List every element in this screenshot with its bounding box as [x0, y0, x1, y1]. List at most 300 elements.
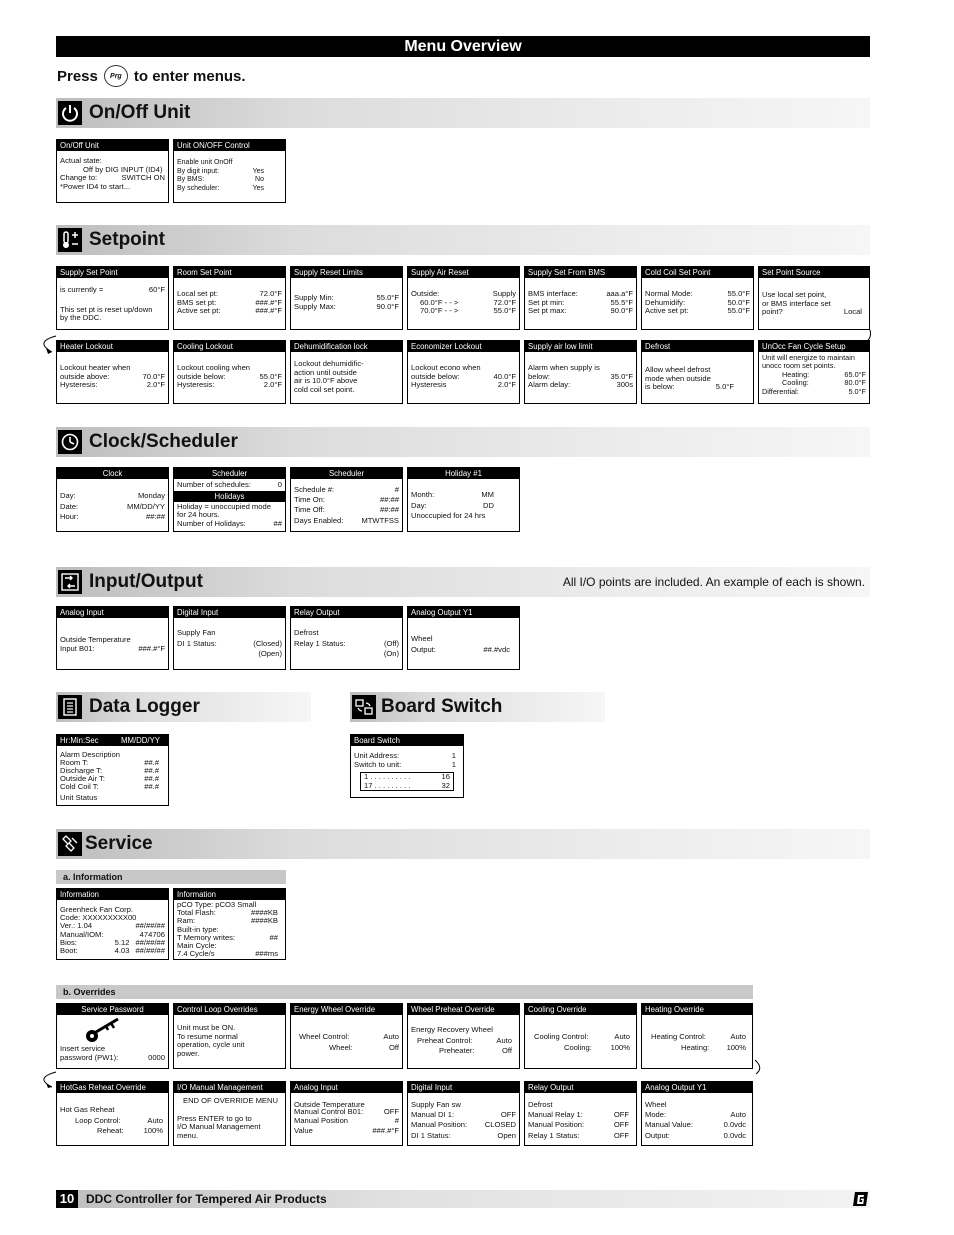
screen-line: or BMS interface set [762, 298, 831, 308]
screen-line: Preheat Control: [417, 1035, 473, 1045]
screen-value: 2.0°F [146, 380, 165, 390]
screen-line: air is 10.0°F above [294, 376, 358, 386]
screen-title: Relay Output [291, 607, 402, 618]
screen-line: Lockout cooling when [177, 363, 251, 372]
screen-io-manual-management [173, 1081, 286, 1146]
screen-line: Output: [411, 644, 436, 654]
screen-line: Cooling: [782, 378, 809, 388]
screen-line: mode when outside [645, 373, 711, 383]
screen-value: 0.0vdc [723, 1120, 746, 1130]
screen-title: Wheel Preheat Override [408, 1004, 519, 1015]
screen-override-relay-output [524, 1081, 637, 1146]
section-clock-scheduler [56, 427, 870, 457]
screen-value: 50.0°F [727, 297, 750, 307]
screen-line: Supply Max: [294, 301, 336, 311]
screen-title: Cooling Lockout [174, 341, 285, 352]
screen-value: ## [269, 932, 278, 942]
screen-value: 5.12 [114, 937, 130, 947]
screen-title: Clock [57, 468, 168, 479]
screen-line: Value [294, 1125, 313, 1135]
press-label: Press [57, 67, 98, 85]
screen-line: Supply Min: [294, 293, 334, 302]
screen-line: Normal Mode: [645, 289, 693, 298]
screen-title: Hr:Min:Sec [60, 736, 99, 745]
screen-line: Supply Fan sw [411, 1100, 461, 1109]
screen-line: Set pt max: [528, 306, 567, 316]
screen-value: # [394, 1116, 399, 1126]
screen-line: action until outside [294, 367, 357, 377]
screen-supply-air-low-limit [524, 340, 637, 404]
screen-value: ##.# [144, 782, 159, 791]
screen-line: This set pt is reset up/down [60, 304, 153, 314]
screen-analog-input [56, 606, 169, 670]
screen-value: OFF [613, 1130, 629, 1140]
screen-value: 474706 [139, 929, 165, 939]
screen-line: Unit Status [60, 793, 98, 802]
screen-line: Outside Temperature [60, 635, 131, 644]
screen-title: Supply Set From BMS [525, 267, 636, 278]
screen-title: Analog Output Y1 [408, 607, 519, 618]
screen-title: Cold Coil Set Point [642, 267, 753, 278]
screen-line: Number of schedules: [177, 480, 251, 489]
screen-value: 0.0vdc [723, 1130, 746, 1140]
screen-line: 60.0°F - - > [420, 297, 459, 307]
screen-value: ##.# [144, 758, 159, 767]
section-service [56, 829, 870, 859]
screen-title: Supply Set Point [57, 267, 168, 278]
screen-value: ## [273, 518, 282, 528]
screen-value: MM [481, 490, 494, 499]
screen-line: Unit will energize to maintain [762, 353, 855, 362]
screen-value: OFF [613, 1120, 629, 1130]
screen-title: Economizer Lockout [408, 341, 519, 352]
screen-digital-input [173, 606, 286, 670]
screen-line: outside above: [60, 371, 110, 381]
screen-title: Board Switch [351, 735, 463, 746]
screen-line: Holiday = unoccupied mode [177, 501, 271, 511]
screen-line: Defrost [294, 628, 319, 637]
screen-value: 55.0°F [727, 289, 750, 298]
screen-line: Energy Recovery Wheel [411, 1025, 493, 1034]
screen-line: Wheel [411, 634, 433, 643]
screen-line: Hot Gas Reheat [60, 1105, 115, 1114]
screen-line: Differential: [762, 386, 799, 396]
screen-title: Cooling Override [525, 1004, 636, 1015]
screen-value: ###.#°F [255, 297, 282, 307]
screen-value: 1 [451, 759, 456, 769]
screen-title: Digital Input [408, 1082, 519, 1093]
screen-line: Outside Air T: [60, 774, 106, 783]
screen-board-switch [350, 734, 464, 798]
screen-line: Main Cycle: [177, 941, 217, 951]
screen-value: 100% [143, 1126, 163, 1135]
screen-line: Alarm when supply is [528, 363, 600, 372]
screen-room-set-point [173, 266, 286, 330]
screen-title: UnOcc Fan Cycle Setup [759, 341, 869, 352]
screen-value: 90.0°F [610, 306, 633, 316]
screen-value: (Closed) [253, 638, 282, 648]
screen-title: Energy Wheel Override [291, 1004, 402, 1015]
screen-value: 5.0°F [715, 382, 734, 392]
screen-line: Cooling Control: [534, 1032, 589, 1041]
screen-line: Hysteresis [411, 380, 447, 390]
screen-supply-air-reset [407, 266, 520, 330]
screen-line: Set pt min: [528, 297, 565, 307]
screen-line: Manual Position: [528, 1120, 585, 1130]
screen-value: Local [843, 307, 862, 317]
screen-onoff-unit [56, 139, 169, 203]
clock-icon [58, 430, 82, 454]
screen-title: I/O Manual Management [174, 1082, 285, 1093]
section-onoff-unit [56, 98, 870, 128]
screen-line: Ver.: 1.04 [60, 921, 93, 931]
screen-line: 7.4 Cycle/s [177, 949, 215, 959]
screen-line: BMS set pt: [177, 297, 217, 307]
screen-value: Auto [614, 1032, 630, 1041]
screen-title: Scheduler [174, 468, 285, 479]
screen-title: Service Password [57, 1004, 168, 1015]
screen-value: Yes [252, 167, 264, 175]
screen-line: point? [762, 307, 783, 317]
screen-line: Heating Control: [651, 1032, 706, 1041]
holidays-subtitle: Holidays [174, 491, 285, 502]
screen-line: Dehumidify: [645, 297, 686, 307]
screen-line: Input B01: [60, 643, 95, 653]
screen-title: Set Point Source [759, 267, 869, 278]
screen-scheduler [290, 467, 403, 532]
screen-line: Heating: [681, 1042, 710, 1052]
screen-value: ##:## [379, 505, 399, 515]
screen-supply-set-point [56, 266, 169, 330]
screen-line: outside below: [411, 371, 460, 381]
screen-line: Enable unit OnOff [177, 159, 233, 166]
screen-line: Time Off: [294, 505, 325, 515]
screen-value: ####KB [250, 916, 278, 926]
screen-value: MTWTFSS [361, 515, 399, 525]
screen-line: Outside Temperature [294, 1100, 365, 1109]
screen-line: Month: [411, 490, 435, 499]
screen-line: Preheater: [439, 1046, 475, 1055]
screen-value: # [394, 485, 399, 494]
screen-value: 300s [616, 380, 633, 390]
screen-unocc-fan-cycle-setup [758, 340, 870, 404]
screen-dehumidification-lock [290, 340, 403, 404]
screen-title: Supply air low limit [525, 341, 636, 352]
screen-line: by the DDC. [60, 313, 102, 323]
screen-line: Wheel Control: [299, 1032, 350, 1041]
screen-value: 100% [726, 1042, 746, 1052]
screen-line: Off by DIG INPUT (ID4) [83, 164, 163, 174]
screen-line: Code: XXXXXXXXX00 [60, 913, 137, 923]
screen-value: 60°F [148, 285, 165, 294]
screen-line: Manual Value: [645, 1120, 693, 1130]
screen-override-digital-input [407, 1081, 520, 1146]
section-data-logger [56, 692, 311, 722]
screen-line: Active set pt: [177, 306, 221, 316]
screen-scheduler-holidays [173, 467, 286, 532]
screen-unit-onoff-control [173, 139, 286, 203]
screen-line: Time On: [294, 495, 325, 505]
screen-value: MM/DD/YY [127, 501, 165, 511]
screen-value: 55.0°F [376, 293, 399, 302]
screen-line: By scheduler: [177, 184, 220, 192]
input-output-icon [58, 570, 82, 594]
screen-line: 1 . . . . . . . . . . [364, 772, 411, 782]
screen-line: Day: [60, 491, 76, 500]
screen-title: HotGas Reheat Override [57, 1082, 168, 1093]
screen-line: password (PW1): [60, 1052, 119, 1062]
screen-line: is currently = [60, 285, 104, 294]
screen-line: Boot: [60, 946, 78, 956]
screen-value: Auto [383, 1032, 399, 1041]
screen-value: aaa.a°F [606, 289, 633, 298]
screen-line: By digit input: [177, 167, 220, 175]
screen-value: OFF [500, 1110, 516, 1120]
screen-value: Off [502, 1046, 512, 1055]
section-title: Setpoint [89, 229, 165, 250]
wrench-icon [58, 832, 82, 856]
screen-value: ###.#°F [138, 643, 165, 653]
screen-supply-set-from-bms [524, 266, 637, 330]
screen-line: 70.0°F - - > [420, 306, 459, 316]
screen-title: Information [57, 889, 168, 900]
screen-cold-coil-set-point [641, 266, 754, 330]
screen-set-point-source [758, 266, 870, 330]
power-icon [58, 101, 82, 125]
screen-value: 32 [441, 780, 450, 790]
information-subheading: a. Information [56, 870, 286, 884]
screen-title: Holiday #1 [408, 468, 519, 479]
screen-line: Manual Position: [411, 1120, 468, 1130]
screen-analog-output-y1 [407, 606, 520, 670]
screen-value: (Off) [383, 638, 399, 648]
screen-value: 5.0°F [848, 386, 866, 396]
screen-value: Auto [730, 1032, 746, 1041]
screen-title: Analog Input [291, 1082, 402, 1093]
screen-title: Defrost [642, 341, 753, 352]
screen-line: pCO Type: pCO3 Small [177, 900, 257, 909]
screen-line: *Power ID4 to start... [60, 181, 131, 191]
screen-line: Day: [411, 500, 427, 510]
section-input-output [56, 567, 870, 597]
screen-line: Mode: [645, 1110, 667, 1120]
screen-line: Relay 1 Status: [528, 1130, 580, 1140]
screen-line: Lockout heater when [60, 363, 131, 372]
screen-value: 55.0°F [493, 306, 516, 316]
screen-line: Date: [60, 501, 79, 511]
screen-line: is below: [645, 382, 675, 392]
screen-line: Change to: [60, 173, 98, 183]
section-title: On/Off Unit [89, 102, 191, 123]
screen-value: ##/##/## [135, 937, 165, 947]
screen-line: Outside: [411, 289, 440, 298]
screen-value: 90.0°F [376, 301, 399, 311]
screen-value: (Open) [258, 649, 282, 658]
screen-line: To resume normal [177, 1031, 238, 1041]
screen-value: CLOSED [484, 1120, 516, 1130]
screen-line: Output: [645, 1130, 670, 1140]
screen-value: Auto [147, 1115, 163, 1125]
screen-information-hardware [173, 888, 286, 960]
screen-line: Active set pt: [645, 306, 689, 316]
screen-line: Allow wheel defrost [645, 365, 711, 374]
screen-value: ##.# [144, 766, 159, 775]
screen-value: ##/##/## [135, 921, 165, 931]
screen-defrost [641, 340, 754, 404]
screen-title: Information [174, 889, 285, 900]
overrides-subheading: b. Overrides [56, 985, 753, 999]
screen-value: ###ms [255, 949, 278, 959]
screen-clock [56, 467, 169, 532]
key-icon [84, 1016, 124, 1044]
screen-line: T Memory writes: [177, 932, 236, 942]
screen-title: MM/DD/YY [121, 736, 160, 745]
screen-line: Alarm Description [60, 750, 120, 759]
screen-line: Relay 1 Status: [294, 638, 346, 648]
section-title: Clock/Scheduler [89, 431, 238, 452]
screen-line: unocc room set points. [762, 361, 836, 371]
screen-value: ##:## [379, 495, 399, 505]
screen-relay-output [290, 606, 403, 670]
screen-value: 70.0°F [142, 371, 165, 381]
screen-line: Use local set point, [762, 290, 827, 299]
screen-line: Unit must be ON. [177, 1023, 236, 1032]
screen-value: 55.5°F [610, 297, 633, 307]
screen-line: Insert service [60, 1044, 106, 1053]
section-setpoint [56, 225, 870, 255]
screen-value: 55.0°F [259, 371, 282, 381]
screen-value: DD [483, 500, 494, 510]
screen-supply-reset-limits [290, 266, 403, 330]
screen-value: 72.0°F [493, 297, 516, 307]
screen-value: ###.#°F [372, 1125, 399, 1135]
screen-value: Monday [137, 491, 165, 500]
screen-value: 2.0°F [263, 380, 282, 390]
screen-line: Total Flash: [177, 908, 216, 918]
screen-title: Room Set Point [174, 267, 285, 278]
screen-line: Defrost [528, 1100, 553, 1109]
screen-override-analog-output-y1 [641, 1081, 753, 1146]
screen-line: Manual Position [294, 1116, 349, 1126]
screen-line: Number of Holidays: [177, 518, 246, 528]
screen-value: 4.03 [114, 946, 130, 956]
thermometer-icon [58, 228, 82, 252]
screen-value: 0000 [148, 1052, 165, 1062]
screen-line: Bios: [60, 937, 77, 947]
screen-title: Control Loop Overrides [174, 1004, 285, 1015]
screen-value: 35.0°F [610, 371, 633, 381]
section-board-switch [350, 692, 605, 722]
screen-value: 2.0°F [497, 380, 516, 390]
section-title: Service [85, 833, 153, 854]
screen-value: ##.#vdc [483, 644, 510, 654]
enter-menus-label: to enter menus. [133, 67, 246, 85]
screen-line: Lockout dehumidific- [294, 359, 364, 368]
screen-line: menu. [177, 1130, 199, 1140]
section-title: Board Switch [381, 696, 503, 717]
screen-value: ##/##/## [135, 946, 165, 956]
screen-title: Supply Reset Limits [291, 267, 402, 278]
screen-value: No [255, 176, 264, 183]
screen-line: Days Enabled: [294, 515, 344, 525]
screen-line: Unoccupied for 24 hrs [411, 511, 486, 520]
screen-value: 72.0°F [259, 289, 282, 298]
screen-line: Hysteresis: [177, 380, 215, 390]
screen-line: Manual DI 1: [411, 1110, 455, 1120]
screen-line: DI 1 Status: [177, 638, 217, 648]
screen-line: Manual/IOM: [60, 929, 104, 939]
screen-value: ####KB [250, 908, 278, 918]
screen-title: Analog Input [57, 607, 168, 618]
screen-line: Cold Coil T: [60, 782, 99, 791]
screen-value: 0 [277, 480, 282, 489]
screen-line: Switch to unit: [354, 759, 402, 769]
screen-title: Digital Input [174, 607, 285, 618]
screen-line: Heating: [782, 369, 810, 379]
screen-line: cold coil set point. [294, 384, 355, 394]
screen-value: 1 [451, 751, 456, 760]
greenheck-logo-icon [852, 1191, 869, 1207]
screen-line: Local set pt: [177, 289, 218, 298]
screen-line: Lockout econo when [411, 363, 481, 372]
section-title: Data Logger [89, 696, 200, 717]
screen-holiday-1 [407, 467, 520, 532]
page-number: 10 [56, 1190, 78, 1208]
screen-title: Scheduler [291, 468, 402, 479]
screen-title: Supply Air Reset [408, 267, 519, 278]
screen-line: Built-in type: [177, 924, 219, 934]
screen-value: SWITCH ON [121, 173, 165, 183]
screen-line: Wheel [645, 1100, 667, 1109]
board-switch-icon [352, 695, 376, 719]
screen-title: Analog Output Y1 [642, 1082, 752, 1093]
screen-value: 65.0°F [844, 369, 866, 379]
screen-value: Open [497, 1130, 516, 1140]
unit-range-list [360, 772, 454, 791]
screen-value: ###.#°F [255, 306, 282, 316]
screen-line: Hour: [60, 512, 79, 521]
screen-data-logger [56, 734, 169, 806]
screen-heater-lockout [56, 340, 169, 404]
screen-line: Manual Control B01: [294, 1107, 364, 1117]
io-note: All I/O points are included. An example of each is shown. [562, 575, 865, 589]
screen-value: ##.# [144, 774, 159, 783]
screen-value: Off [389, 1042, 399, 1052]
logger-document-icon [58, 695, 82, 719]
screen-line: By BMS: [177, 176, 205, 183]
screen-line: Reheat: [97, 1126, 124, 1135]
screen-economizer-lockout [407, 340, 520, 404]
screen-title: Heater Lockout [57, 341, 168, 352]
screen-value: 80.0°F [844, 378, 866, 388]
section-title: Input/Output [89, 571, 203, 592]
screen-value: 16 [441, 772, 450, 782]
footer-title: DDC Controller for Tempered Air Products [86, 1192, 327, 1206]
screen-line: BMS interface: [528, 289, 578, 298]
prg-key-icon: Prg [104, 65, 128, 87]
screen-value: Yes [252, 184, 264, 192]
screen-value: 100% [610, 1042, 630, 1052]
screen-line: Loop Control: [75, 1115, 121, 1125]
screen-value: OFF [383, 1107, 399, 1117]
screen-hotgas-reheat-override [56, 1081, 169, 1146]
screen-value: (On) [383, 649, 399, 658]
press-instruction [57, 64, 246, 88]
screen-line: Hysteresis: [60, 380, 98, 390]
screen-title: Dehumidification lock [291, 341, 402, 352]
screen-line: Manual Relay 1: [528, 1110, 583, 1120]
screen-value: 55.0°F [727, 306, 750, 316]
